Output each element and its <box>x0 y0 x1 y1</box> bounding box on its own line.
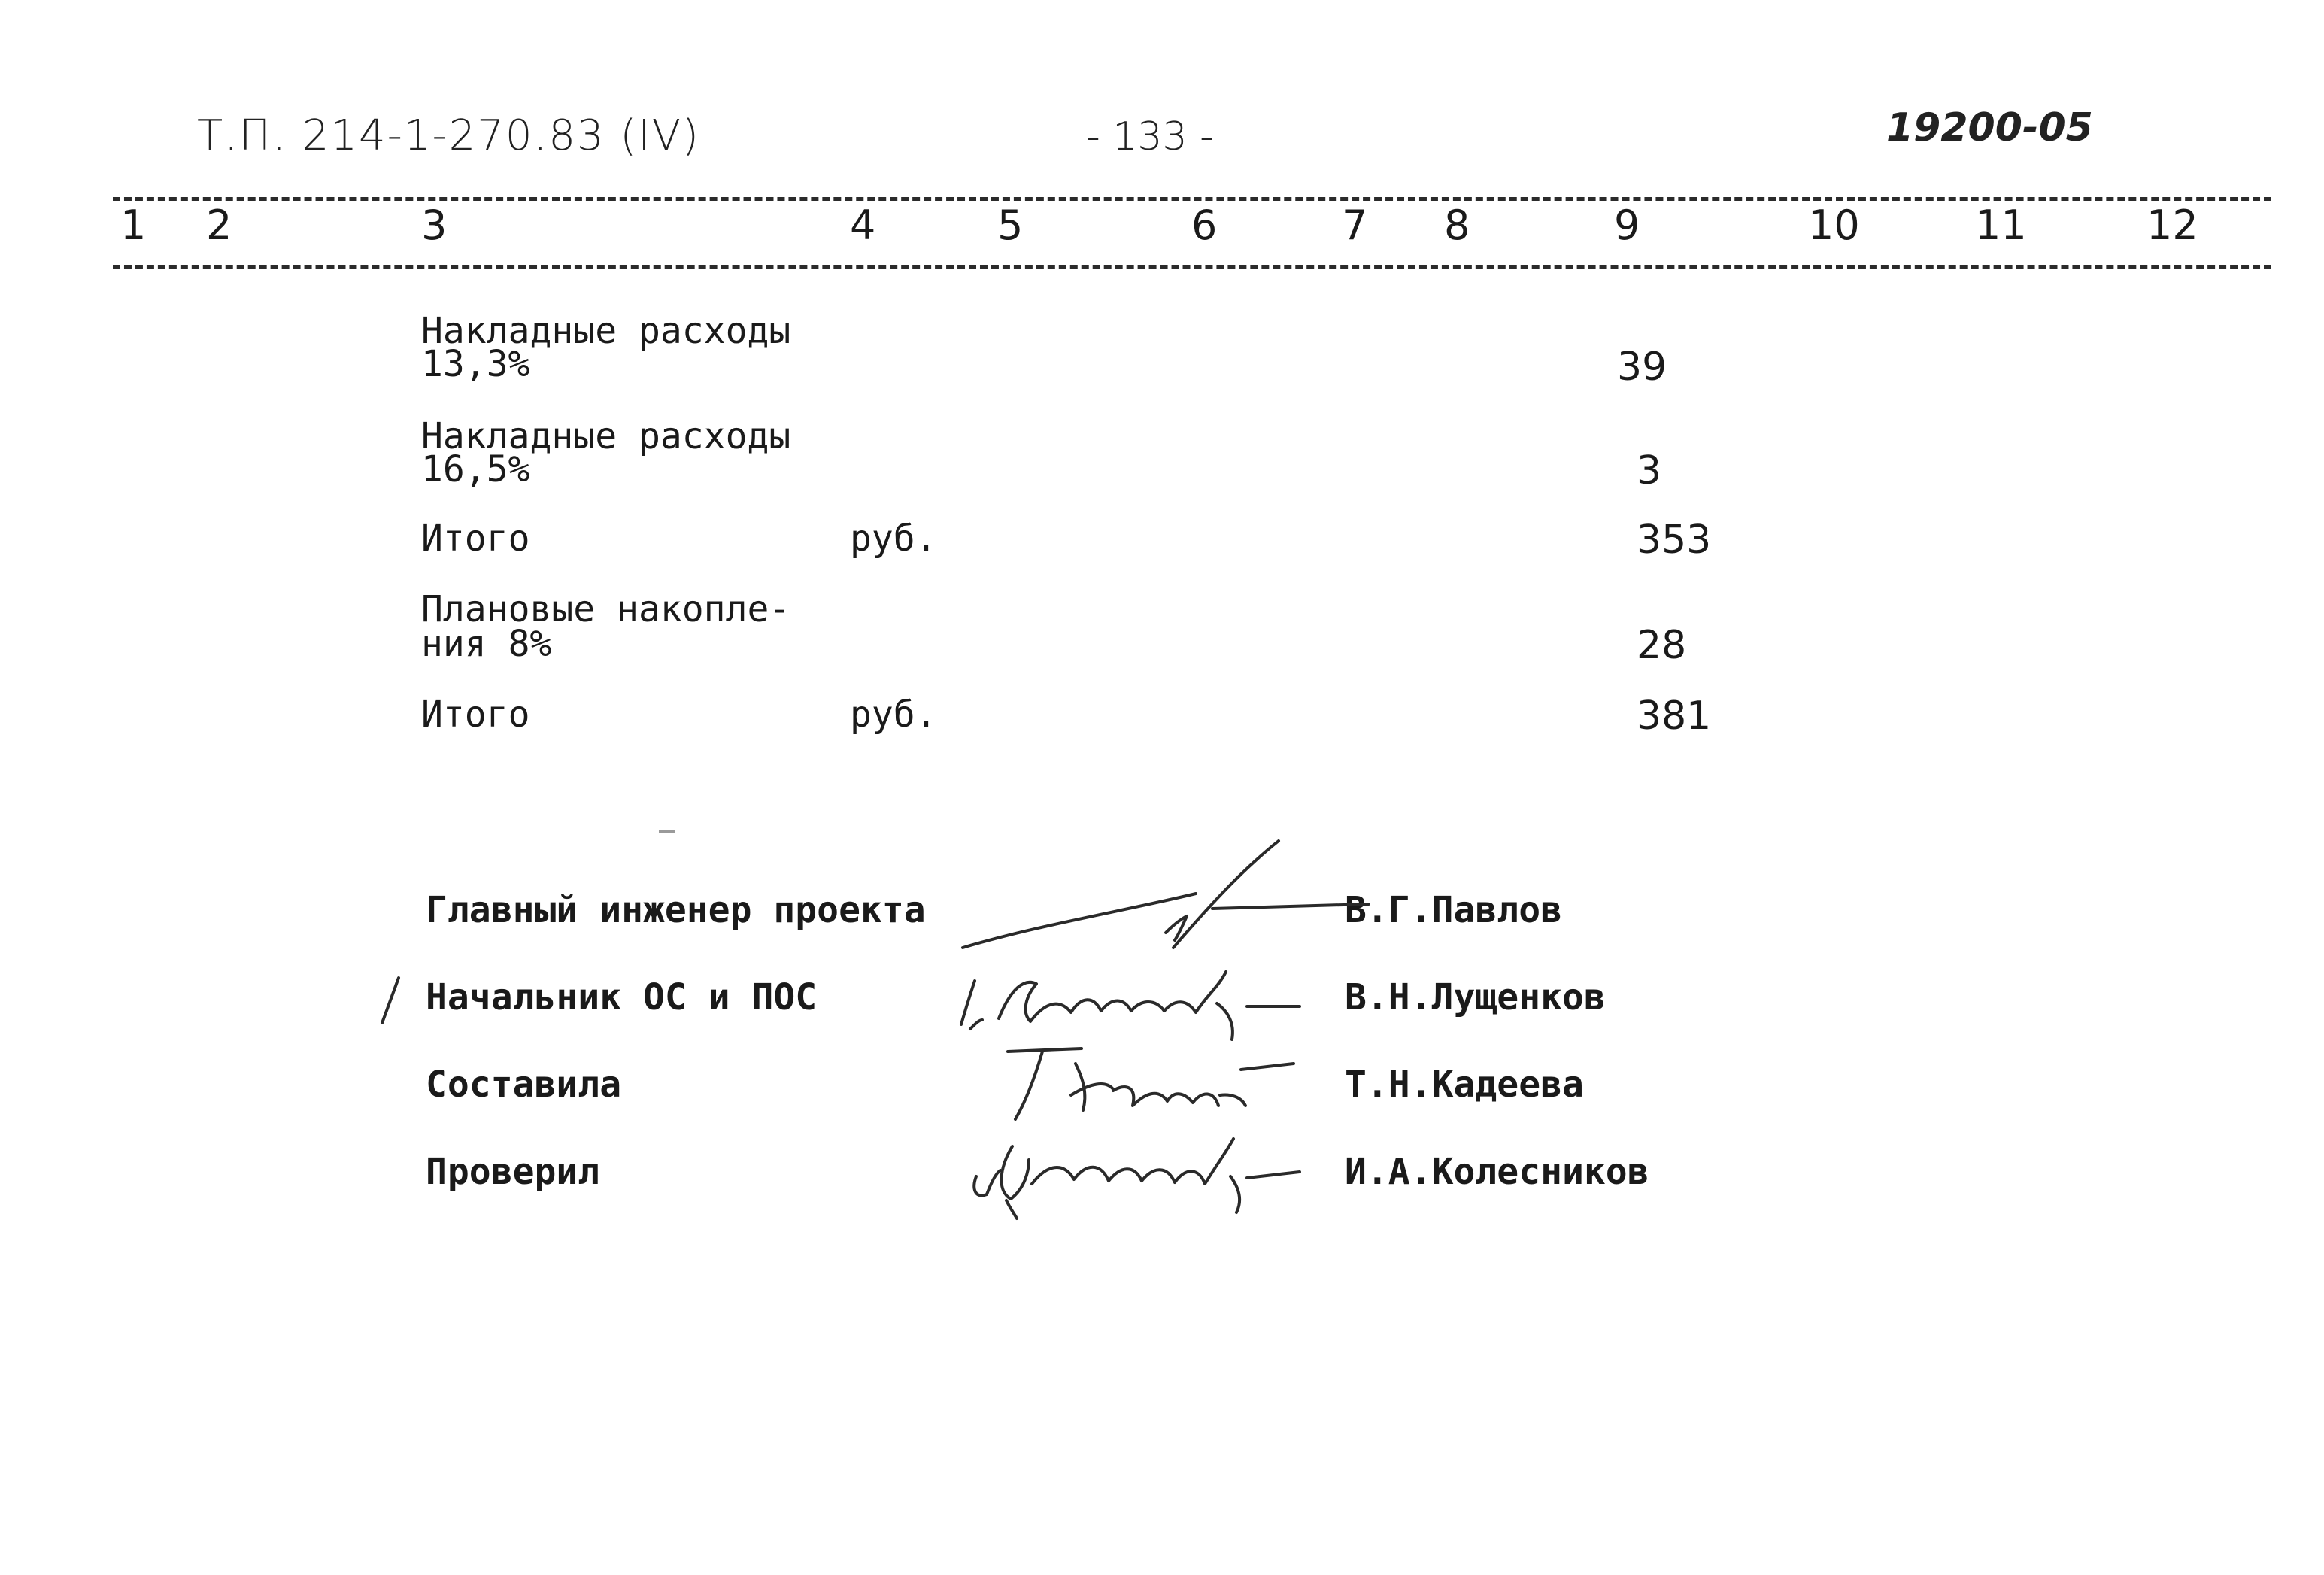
stray-mark <box>659 830 675 833</box>
row-4-label-line-2: ния 8% <box>421 623 552 665</box>
column-number-8: 8 <box>1444 202 1470 249</box>
row-1-label-line-2: 13,3% <box>421 343 530 385</box>
column-number-12: 12 <box>2147 202 2198 249</box>
column-number-10: 10 <box>1808 202 1860 249</box>
signature-name-department-head: В.Н.Лущенков <box>1345 976 1606 1018</box>
row-5-value: 381 <box>1637 693 1712 739</box>
column-number-4: 4 <box>850 202 876 249</box>
row-3-value: 353 <box>1637 517 1712 563</box>
column-number-9: 9 <box>1614 202 1640 249</box>
signature-name-compiled-by: Т.Н.Кадеева <box>1345 1064 1584 1106</box>
handwritten-signature-4 <box>954 1116 1315 1221</box>
column-number-5: 5 <box>997 202 1024 249</box>
row-3-unit: руб. <box>850 517 937 560</box>
row-4-label-line-1: Плановые накопле- <box>421 588 791 630</box>
row-5-label: Итого <box>421 693 530 736</box>
header-rule-top <box>113 197 2271 201</box>
row-2-value: 3 <box>1637 448 1662 493</box>
column-number-3: 3 <box>421 202 448 249</box>
handwritten-signature-1 <box>948 835 1369 963</box>
row-1-label-line-1: Накладные расходы <box>421 310 791 352</box>
header-rule-bottom <box>113 265 2271 269</box>
signature-role-compiled-by: Составила <box>426 1064 622 1106</box>
column-number-1: 1 <box>120 202 147 249</box>
margin-tick-mark <box>376 975 406 1027</box>
handwritten-signature-2 <box>946 951 1307 1048</box>
column-number-11: 11 <box>1975 202 2027 249</box>
signature-role-chief-engineer: Главный инженер проекта <box>426 889 926 931</box>
row-1-value: 39 <box>1617 344 1667 390</box>
signature-name-chief-engineer: В.Г.Павлов <box>1345 889 1562 931</box>
row-3-label: Итого <box>421 517 530 560</box>
document-code: Т.П. 214-1-270.83 (IV) <box>197 111 700 160</box>
column-number-6: 6 <box>1191 202 1218 249</box>
row-2-label-line-1: Накладные расходы <box>421 415 791 457</box>
column-number-2: 2 <box>206 202 232 249</box>
signature-role-checked-by: Проверил <box>426 1151 600 1193</box>
page-number: - 133 - <box>1086 114 1214 159</box>
archive-number: 19200-05 <box>1886 105 2093 150</box>
row-2-label-line-2: 16,5% <box>421 448 530 490</box>
signature-role-department-head: Начальник ОС и ПОС <box>426 976 818 1018</box>
row-4-value: 28 <box>1637 623 1687 668</box>
signature-name-checked-by: И.А.Колесников <box>1345 1151 1649 1193</box>
column-number-7: 7 <box>1342 202 1368 249</box>
row-5-unit: руб. <box>850 693 937 736</box>
